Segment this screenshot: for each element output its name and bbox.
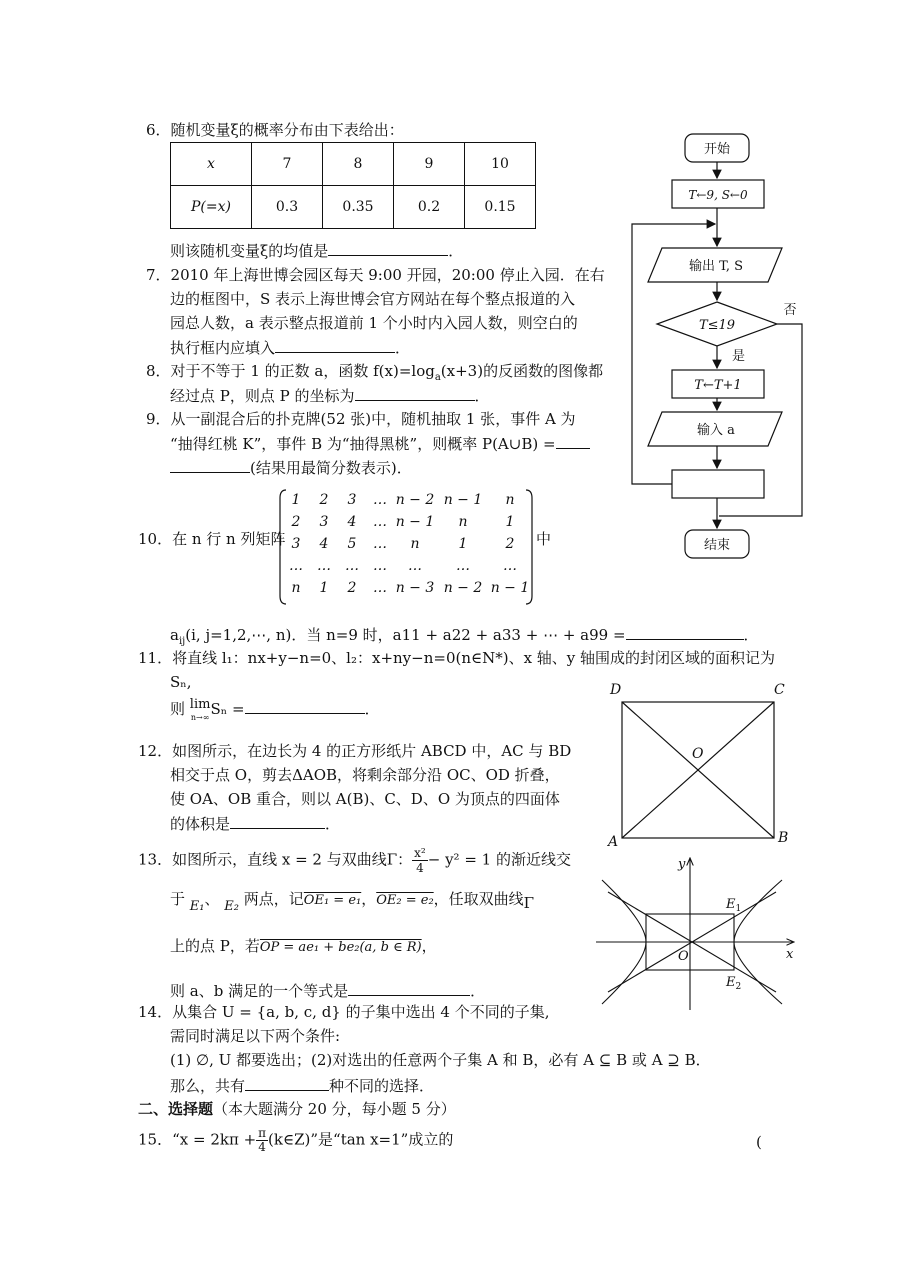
q11-number: 11． bbox=[138, 649, 173, 667]
q14-text: 从集合 U = {a, b, c, d} 的子集中选出 4 个不同的子集, bbox=[172, 1003, 550, 1021]
q7-line4 bbox=[170, 337, 410, 358]
q13-text: 上的点 P，若 bbox=[170, 937, 260, 955]
table-cell: 0.35 bbox=[323, 186, 394, 229]
matrix-cell: 4 bbox=[347, 514, 357, 530]
q7-text: 执行框内应填入 bbox=[170, 339, 276, 357]
matrix-cell: 2 bbox=[347, 580, 357, 596]
q6-after-text: 则该随机变量ξ的均值是 bbox=[170, 242, 329, 260]
q13-gamma: Γ bbox=[523, 894, 535, 912]
label-origin: O bbox=[678, 949, 689, 964]
flow-blank-box[interactable] bbox=[672, 470, 764, 498]
label-c: C bbox=[774, 682, 785, 698]
q13-frac-num: x² bbox=[414, 846, 426, 860]
q6-text: 随机变量ξ的概率分布由下表给出： bbox=[170, 121, 404, 139]
q10-number: 10． bbox=[138, 530, 173, 548]
matrix-cell: 2 bbox=[319, 492, 329, 508]
matrix-cell: … bbox=[503, 558, 517, 574]
matrix-cell: … bbox=[373, 492, 387, 508]
matrix-cell: 1 bbox=[458, 536, 468, 552]
q8-end: ． bbox=[474, 387, 490, 405]
matrix-cell: 1 bbox=[505, 514, 515, 530]
q11-limit bbox=[190, 698, 211, 724]
q11-text: 则 bbox=[170, 700, 186, 718]
q13-e1: E₁ bbox=[189, 899, 205, 914]
q12-line3: 使 OA、OB 重合，则以 A(B)、C、D、O 为顶点的四面体 bbox=[170, 790, 560, 808]
flow-input-label: 输入 a bbox=[697, 423, 735, 438]
answer-blank[interactable] bbox=[230, 813, 325, 829]
q14-line2: 需同时满足以下两个条件: bbox=[170, 1027, 341, 1045]
matrix-cell: n − 3 bbox=[395, 580, 435, 596]
q15-fraction bbox=[256, 1127, 268, 1154]
matrix-cell: n bbox=[291, 580, 301, 596]
section-title: 二、选择题 bbox=[138, 1100, 214, 1118]
q14-number: 14． bbox=[138, 1003, 173, 1021]
q13-end: ． bbox=[470, 982, 486, 1000]
q11-line3 bbox=[170, 698, 380, 724]
matrix-cell: 1 bbox=[291, 492, 301, 508]
table-cell: P(=x) bbox=[171, 186, 252, 229]
q13-text: ，任取双曲线 bbox=[433, 890, 524, 908]
q10-post: 中 bbox=[536, 530, 552, 548]
q7-line3: 园总人数，a 表示整点报道前 1 个小时内入园人数，则空白的 bbox=[170, 314, 578, 332]
q6 bbox=[146, 120, 404, 140]
table-cell: 8 bbox=[323, 143, 394, 186]
answer-blank[interactable] bbox=[170, 457, 250, 473]
q10-text: a bbox=[170, 626, 179, 644]
q13-vector-op: OP = ae₁ + be₂(a, b ∈ R) bbox=[259, 940, 422, 955]
q10-line1 bbox=[138, 529, 286, 549]
q13-vector-oe1: OE₁ = e₁ bbox=[303, 893, 362, 908]
answer-blank[interactable] bbox=[245, 698, 365, 714]
q13-text: 两点，记 bbox=[243, 890, 304, 908]
q8-text: 对于不等于 1 的正数 a，函数 f(x)=log bbox=[170, 362, 435, 380]
matrix-cell: … bbox=[373, 514, 387, 530]
q13-fraction bbox=[412, 846, 428, 875]
q12-number: 12． bbox=[138, 742, 173, 760]
q13-line4 bbox=[170, 980, 485, 1001]
label-e1: $E_1$ bbox=[726, 897, 742, 914]
q7-number: 7． bbox=[146, 266, 171, 284]
label-e2: $E_2$ bbox=[726, 975, 742, 992]
q13-text: 于 bbox=[170, 890, 186, 908]
q12-line2: 相交于点 O，剪去ΔAOB，将剩余部分沿 OC、OD 折叠， bbox=[170, 766, 560, 784]
matrix-cell: n bbox=[410, 536, 420, 552]
q13-text: ， bbox=[421, 937, 437, 955]
q13-line2: 于 E₁、 E₂ 两点，记OE₁ = e₁，OE₂ = e₂，任取双曲线Γ bbox=[170, 890, 535, 914]
q10-sum: 11 + a22 + a33 + ⋯ + a99 = bbox=[401, 626, 626, 644]
q13-vector-oe2: OE₂ = e₂ bbox=[376, 893, 434, 908]
matrix-cell: n − 1 bbox=[443, 492, 483, 508]
q6-answer-line bbox=[170, 240, 463, 261]
q13-line1 bbox=[138, 846, 571, 875]
matrix-cell: … bbox=[317, 558, 331, 574]
matrix-cell: n − 2 bbox=[443, 580, 483, 596]
matrix-cell: 4 bbox=[319, 536, 329, 552]
matrix-cell: n − 2 bbox=[395, 492, 435, 508]
matrix-cell: 2 bbox=[505, 536, 515, 552]
answer-blank[interactable] bbox=[328, 240, 448, 256]
q10-subscript: ij bbox=[178, 636, 186, 647]
matrix-cell: … bbox=[408, 558, 422, 574]
q13-text: 则 a、b 满足的一个等式是 bbox=[170, 982, 349, 1000]
q11-lim-label: lim bbox=[189, 697, 211, 712]
flow-yes-label: 是 bbox=[732, 349, 746, 364]
q10-text: 在 n 行 n 列矩阵 bbox=[172, 530, 286, 548]
q7-end: ． bbox=[395, 339, 411, 357]
q12-line4 bbox=[170, 813, 340, 834]
flow-cond-label: T≤19 bbox=[698, 318, 736, 333]
flowchart bbox=[620, 128, 810, 568]
q8-log-base: a bbox=[434, 372, 441, 383]
q6-end: ． bbox=[448, 242, 464, 260]
q15-text: “x = 2kπ + bbox=[172, 1130, 257, 1149]
flow-step-label: T←T+1 bbox=[694, 378, 742, 393]
matrix-cell: 3 bbox=[347, 492, 357, 508]
q9-line3 bbox=[170, 457, 412, 478]
q12-line1 bbox=[138, 741, 571, 761]
matrix-cell: … bbox=[289, 558, 303, 574]
q9-number: 9． bbox=[146, 410, 171, 428]
matrix-cell: 2 bbox=[291, 514, 301, 530]
table-cell: 9 bbox=[394, 143, 465, 186]
flow-no-label: 否 bbox=[783, 303, 797, 318]
q13-sep: 、 bbox=[204, 890, 220, 908]
q14-line3: (1) ∅, U 都要选出；(2)对选出的任意两个子集 A 和 B，必有 A ⊆ B 或 A ⊇ B． bbox=[170, 1051, 711, 1069]
matrix-cell: 3 bbox=[291, 536, 301, 552]
matrix-cell: 3 bbox=[319, 514, 329, 530]
q9-text: 从一副混合后的扑克牌(52 张)中，随机抽取 1 张，事件 A 为 bbox=[170, 410, 576, 428]
q10-end: ． bbox=[743, 626, 759, 644]
q9-line1 bbox=[146, 409, 576, 429]
label-d: D bbox=[610, 682, 622, 698]
q9-text: (结果用最简分数表示)． bbox=[250, 459, 412, 477]
answer-blank[interactable] bbox=[245, 1075, 329, 1091]
q14-line1 bbox=[138, 1002, 549, 1022]
q6-number: 6． bbox=[146, 121, 171, 139]
label-a: A bbox=[608, 834, 619, 850]
hyperbola-figure bbox=[594, 852, 800, 1012]
table-cell: 0.15 bbox=[465, 186, 536, 229]
matrix-cell: 5 bbox=[347, 536, 357, 552]
q8-line1 bbox=[146, 361, 603, 388]
q15-frac-num: π bbox=[258, 1126, 267, 1140]
q14-line4 bbox=[170, 1075, 434, 1096]
q13-frac-den: 4 bbox=[416, 861, 424, 875]
q11-lim-sub: n→∞ bbox=[190, 713, 210, 722]
table-row bbox=[171, 143, 536, 186]
matrix-cell: … bbox=[373, 558, 387, 574]
q15-line bbox=[138, 1127, 453, 1154]
q9-line2 bbox=[170, 433, 590, 454]
table-cell: 7 bbox=[252, 143, 323, 186]
table-cell: 0.2 bbox=[394, 186, 465, 229]
q12-text: 如图所示，在边长为 4 的正方形纸片 ABCD 中，AC 与 BD bbox=[172, 742, 572, 760]
answer-blank[interactable] bbox=[275, 337, 395, 353]
matrix-cell: n bbox=[458, 514, 468, 530]
matrix-cell: … bbox=[373, 580, 387, 596]
q13-number: 13． bbox=[138, 850, 173, 869]
q12-text: 的体积是 bbox=[170, 815, 231, 833]
table-cell: x bbox=[171, 143, 252, 186]
matrix-cell: n bbox=[505, 492, 515, 508]
q13-e2: E₂ bbox=[224, 899, 239, 914]
label-b: B bbox=[778, 830, 789, 846]
section-note: （本大题满分 20 分，每小题 5 分） bbox=[213, 1100, 456, 1118]
q7-line1 bbox=[146, 265, 605, 285]
q11-line1 bbox=[138, 648, 775, 668]
q11-text: 将直线 l₁：nx+y−n=0、l₂：x+ny−n=0(n∈N*)、x 轴、y 轴围成的封闭区域的面积记为 bbox=[172, 649, 776, 667]
q15-text: (k∈Z)”是“tan x=1”成立的 bbox=[268, 1130, 454, 1149]
flow-end-label: 结束 bbox=[703, 538, 731, 553]
q8-line2 bbox=[170, 385, 490, 406]
q13-line3 bbox=[170, 936, 437, 958]
table-row bbox=[171, 186, 536, 229]
answer-blank[interactable] bbox=[556, 433, 590, 449]
q6-distribution-table bbox=[170, 142, 536, 229]
q14-text: 种不同的选择． bbox=[329, 1077, 435, 1095]
table-cell: 0.3 bbox=[252, 186, 323, 229]
q12-end: ． bbox=[325, 815, 341, 833]
q13-text: 如图所示，直线 x = 2 与双曲线Γ： bbox=[172, 850, 413, 869]
table-cell: 10 bbox=[465, 143, 536, 186]
square-figure bbox=[600, 678, 800, 850]
answer-blank[interactable] bbox=[348, 980, 470, 996]
q13-text: − y² = 1 的渐近线交 bbox=[427, 850, 571, 869]
q8-number: 8． bbox=[146, 362, 171, 380]
matrix-cell: … bbox=[373, 536, 387, 552]
matrix-cell: n − 1 bbox=[395, 514, 435, 530]
q11-end: ． bbox=[364, 700, 380, 718]
matrix-cell: … bbox=[345, 558, 359, 574]
q8-text: 经过点 P，则点 P 的坐标为 bbox=[170, 387, 355, 405]
matrix-cell: n − 1 bbox=[490, 580, 530, 596]
label-x-axis: x bbox=[786, 947, 794, 962]
flow-start-label: 开始 bbox=[703, 142, 731, 157]
q9-text: “抽得红桃 K”，事件 B 为“抽得黑桃”，则概率 P(A∪B) = bbox=[170, 435, 556, 453]
q11-lim-expr: Sₙ = bbox=[210, 700, 245, 718]
section-heading bbox=[138, 1099, 456, 1119]
flow-init-label: T←9, S←0 bbox=[688, 188, 748, 202]
q10-text: (i, j=1,2,⋯, n)．当 n=9 时，a bbox=[185, 626, 402, 644]
matrix-cell: … bbox=[456, 558, 470, 574]
matrix-cell: 1 bbox=[319, 580, 329, 596]
q15-number: 15． bbox=[138, 1130, 173, 1149]
label-o: O bbox=[692, 746, 704, 762]
q15-answer-paren: ( bbox=[756, 1133, 762, 1151]
q7-line2: 边的框图中，S 表示上海世博会官方网站在每个整点报道的入 bbox=[170, 290, 576, 308]
flow-output-label: 输出 T, S bbox=[688, 259, 744, 274]
answer-blank[interactable] bbox=[626, 624, 744, 640]
label-y-axis: y bbox=[678, 857, 686, 872]
q14-text: 那么，共有 bbox=[170, 1077, 246, 1095]
q15-frac-den: 4 bbox=[258, 1140, 266, 1154]
answer-blank[interactable] bbox=[355, 385, 475, 401]
q8-text: (x+3)的反函数的图像都 bbox=[440, 362, 604, 380]
q7-text: 2010 年上海世博会园区每天 9:00 开园，20:00 停止入园．在右 bbox=[170, 266, 605, 284]
q11-line2: Sₙ, bbox=[170, 673, 192, 691]
